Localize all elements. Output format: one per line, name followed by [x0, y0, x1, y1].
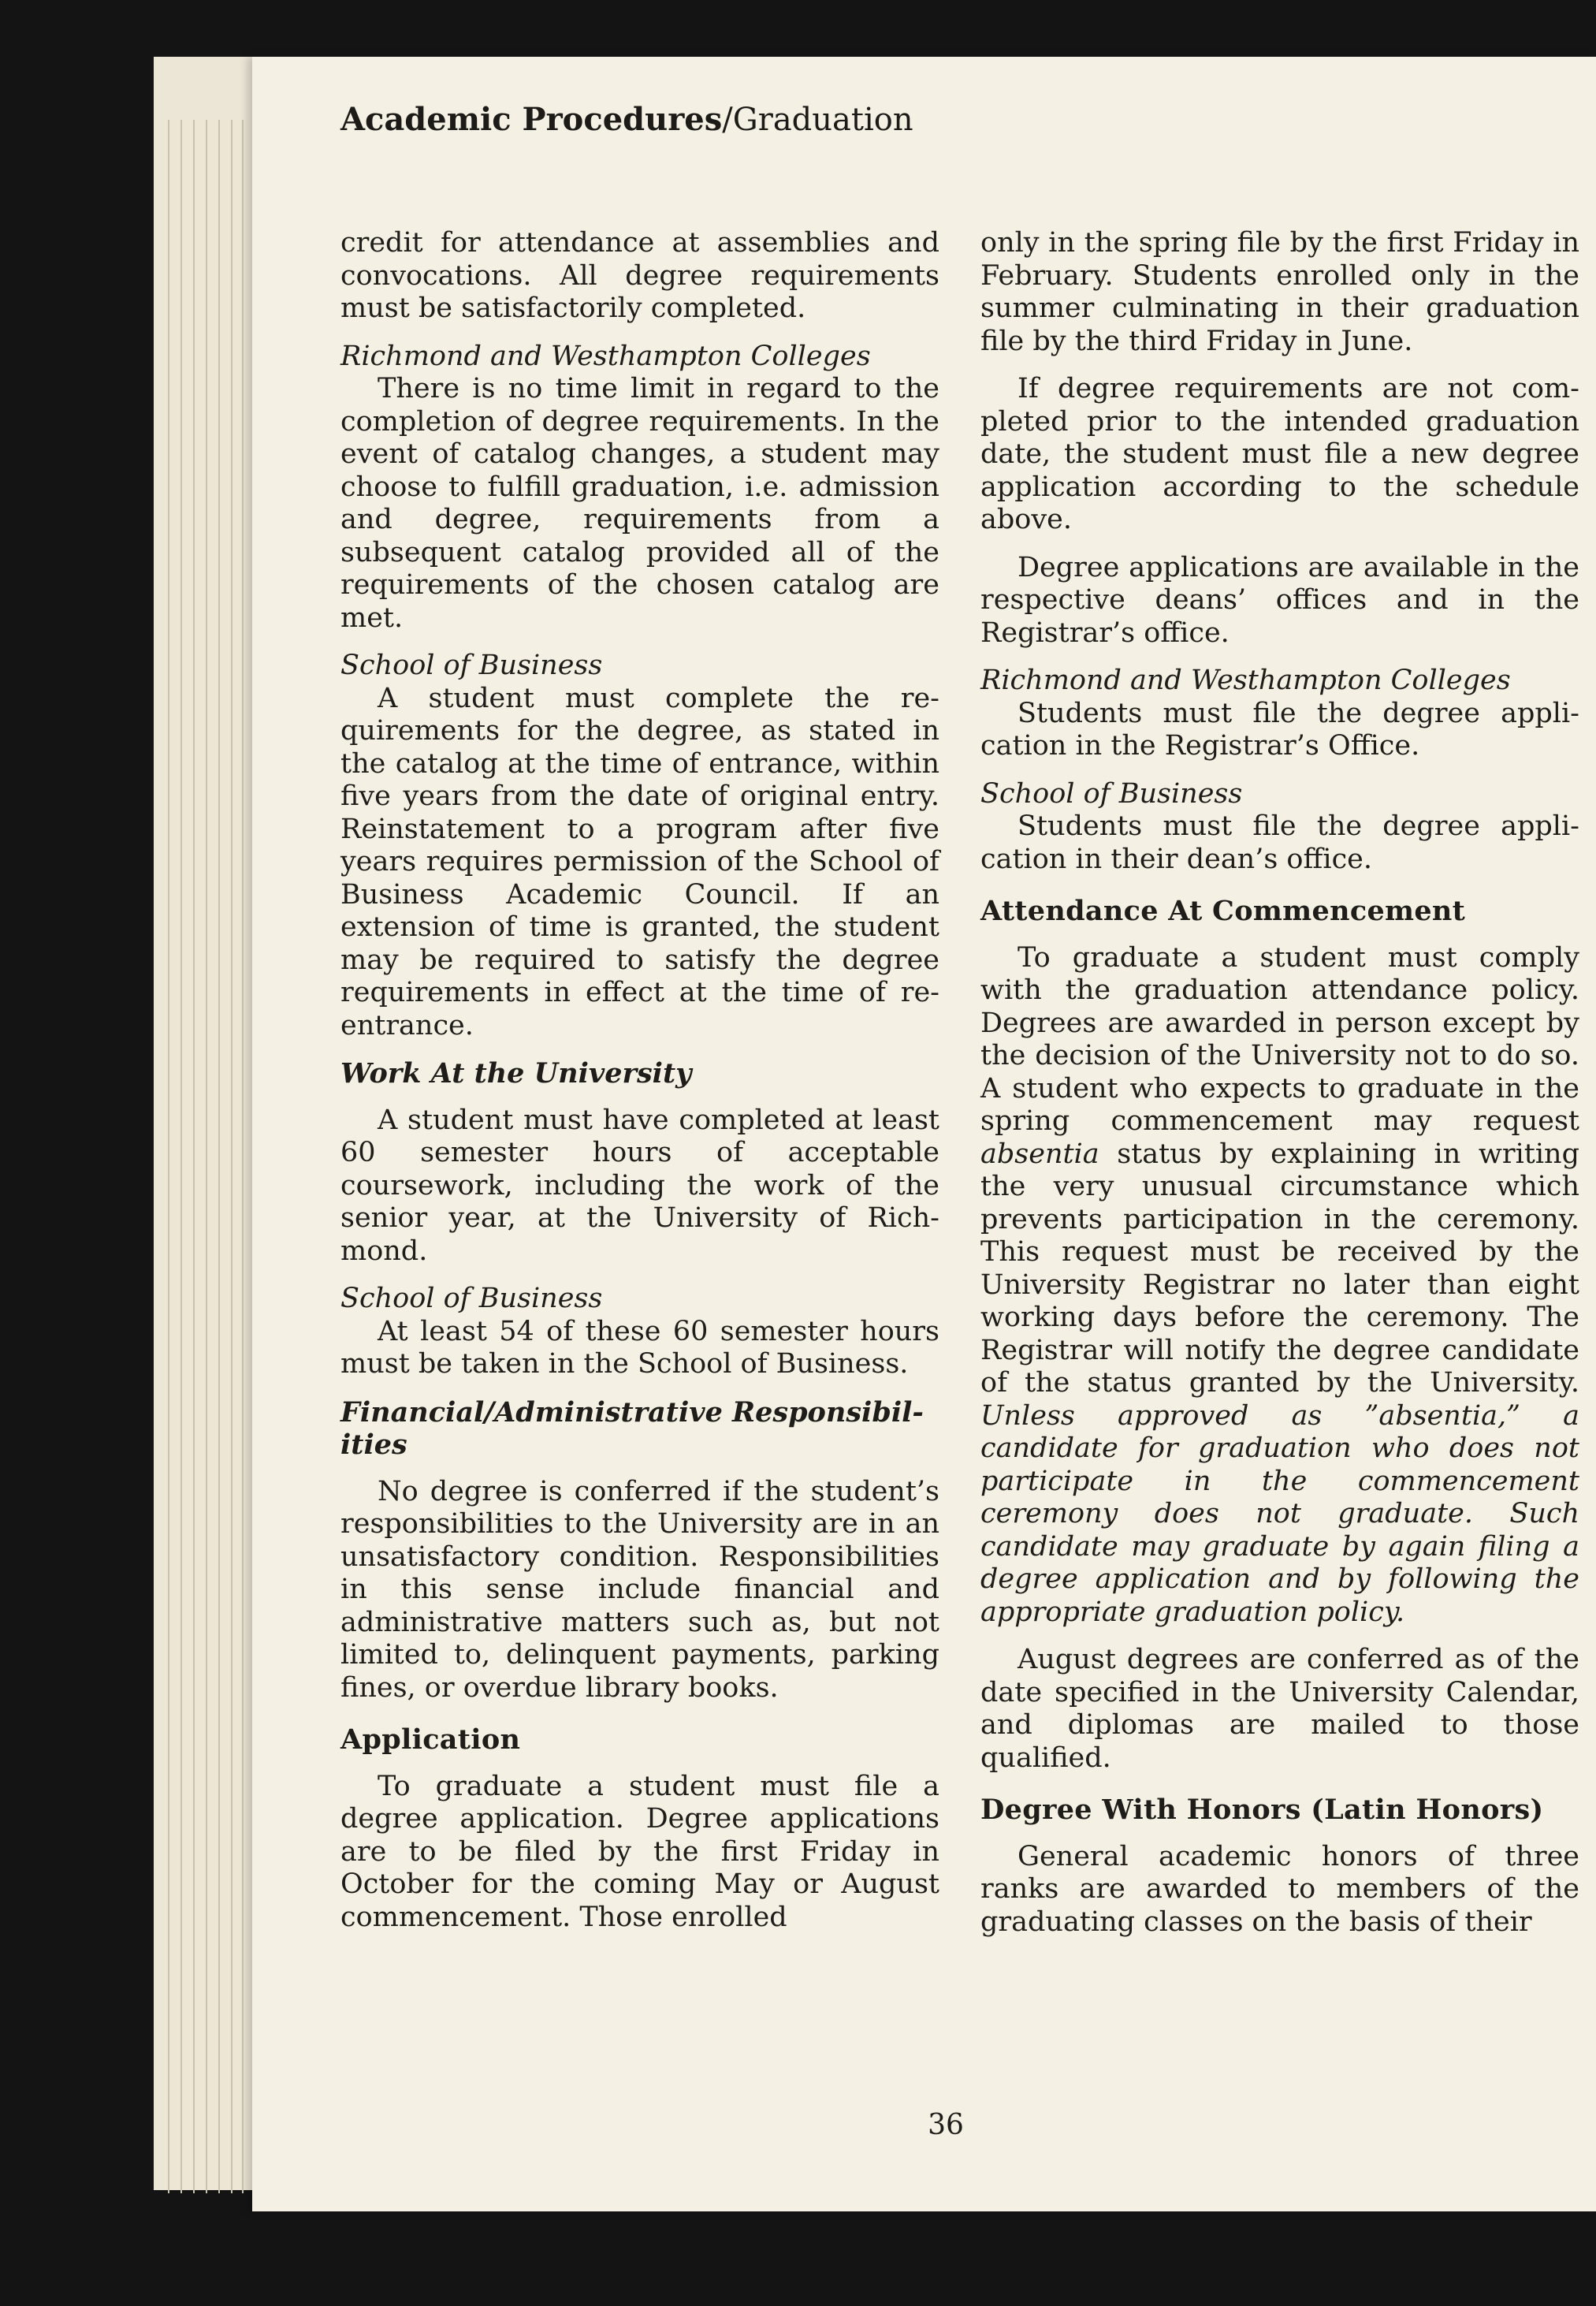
page-number: 36 [928, 2109, 964, 2141]
paragraph-attendance [980, 942, 1579, 1630]
page-edge-line [193, 120, 195, 2193]
page-edge-line [231, 120, 233, 2193]
page-edge-line [168, 120, 169, 2193]
page-edge-line [206, 120, 207, 2193]
header-separator: / [722, 102, 733, 138]
paragraph-intro: credit for attendance at assemblies and convocations. All degree requirements must be satisfactorily completed. [340, 227, 939, 324]
attendance-italic-policy: Unless approved as ”absentia,” a candidate for graduation who does not participate in the commencement ceremony does not graduate. Such candidate may graduate by again filing a degree application and by following the appropriate graduation policy. [980, 1399, 1579, 1628]
page-edge-line [242, 120, 244, 2193]
header-topic: Graduation [732, 102, 913, 138]
paragraph-school-of-business-2: At least 54 of these 60 semester hours must be taken in the School of Business. [340, 1315, 939, 1380]
attendance-term-absentia: absentia [980, 1138, 1099, 1170]
heading-application: Application [340, 1723, 521, 1756]
header-section: Academic Procedures [340, 101, 723, 138]
subheading-richmond-westhampton-2: Richmond and Westhampton Colleges [980, 665, 1511, 696]
attendance-text-b: status by explaining in writing the very unusual circumstance which prevents participation in the ceremony. This request must be received by the University Registrar no later than eight working days before the ceremony. The Registrar will notify the degree candidate of the status granted by the University. [980, 1138, 1579, 1399]
heading-financial-administrative: Financial/Administrative Responsibilities [340, 1395, 924, 1461]
paragraph-richmond-westhampton-2: Students must file the degree application in the Registrar’s Office. [980, 697, 1579, 762]
page-edge-line [180, 120, 182, 2193]
paragraph-applications-available: Degree applications are available in the respective deans’ offices and in the Registrar’s office. [980, 551, 1579, 649]
heading-degree-with-honors: Degree With Honors (Latin Honors) [980, 1794, 1544, 1826]
heading-attendance-at-commencement: Attendance At Commencement [980, 895, 1466, 927]
paragraph-richmond-westhampton: There is no time limit in regard to the completion of degree requirements. In the event of catalog changes, a student may choose to fulfill graduation, i.e. admission and degree, requirements from a subsequent catalog provided all of the requirements of the chosen catalog are met. [340, 373, 939, 634]
subheading-school-of-business-3: School of Business [980, 777, 1243, 810]
subheading-school-of-business-2: School of Business [340, 1283, 603, 1314]
paragraph-honors: General academic honors of three ranks are awarded to members of the graduating classes on the basis of their [980, 1840, 1579, 1938]
attendance-text-a: To graduate a student must comply with the graduation attendance policy. Degrees are awarded in person except by the decision of the University not to do so. A student who expects to graduate in the spring commencement may request [980, 941, 1579, 1137]
paragraph-application: To graduate a student must file a degree application. Degree applications are to be filed by the first Friday in October for the coming May or August commencement. Those enrolled [340, 1770, 939, 1933]
running-header [340, 101, 913, 138]
paragraph-school-of-business-3: Students must file the degree application in their dean’s office. [980, 810, 1579, 875]
paragraph-not-completed: If degree requirements are not completed prior to the intended graduation date, the student must file a new degree application according to the schedule above. [980, 373, 1579, 535]
heading-work-at-university: Work At the University [340, 1057, 692, 1090]
page-edge-line [218, 120, 220, 2193]
paragraph-financial-administrative: No degree is conferred if the student’s responsibilities to the University are in an unsatisfactory condition. Responsibilities in this sense include financial and administrative matters such as, but not limited to, delinquent payments, parking fines, or overdue library books. [340, 1475, 939, 1704]
paragraph-august-degrees: August degrees are conferred as of the date specified in the University Calendar, and diplomas are mailed to those qualified. [980, 1644, 1579, 1774]
subheading-richmond-westhampton: Richmond and Westhampton Colleges [340, 340, 871, 372]
subheading-school-of-business: School of Business [340, 650, 603, 681]
paragraph-application-continued: only in the spring file by the first Friday in February. Students enrolled only in the summer culminating in their graduation file by the third Friday in June. [980, 227, 1579, 357]
right-column [980, 227, 1579, 1954]
paragraph-school-of-business: A student must complete the requirements for the degree, as stated in the catalog at the time of entrance, within five years from the date of original entry. Reinstatement to a program after five years requires permission of the School of Business Academic Council. If an extension of time is granted, the student may be required to satisfy the degree requirements in effect at the time of re-entrance. [340, 682, 939, 1041]
paragraph-work-at-university: A student must have completed at least 60 semester hours of acceptable coursework, including the work of the senior year, at the University of Richmond. [340, 1104, 939, 1267]
left-column [340, 227, 939, 1949]
